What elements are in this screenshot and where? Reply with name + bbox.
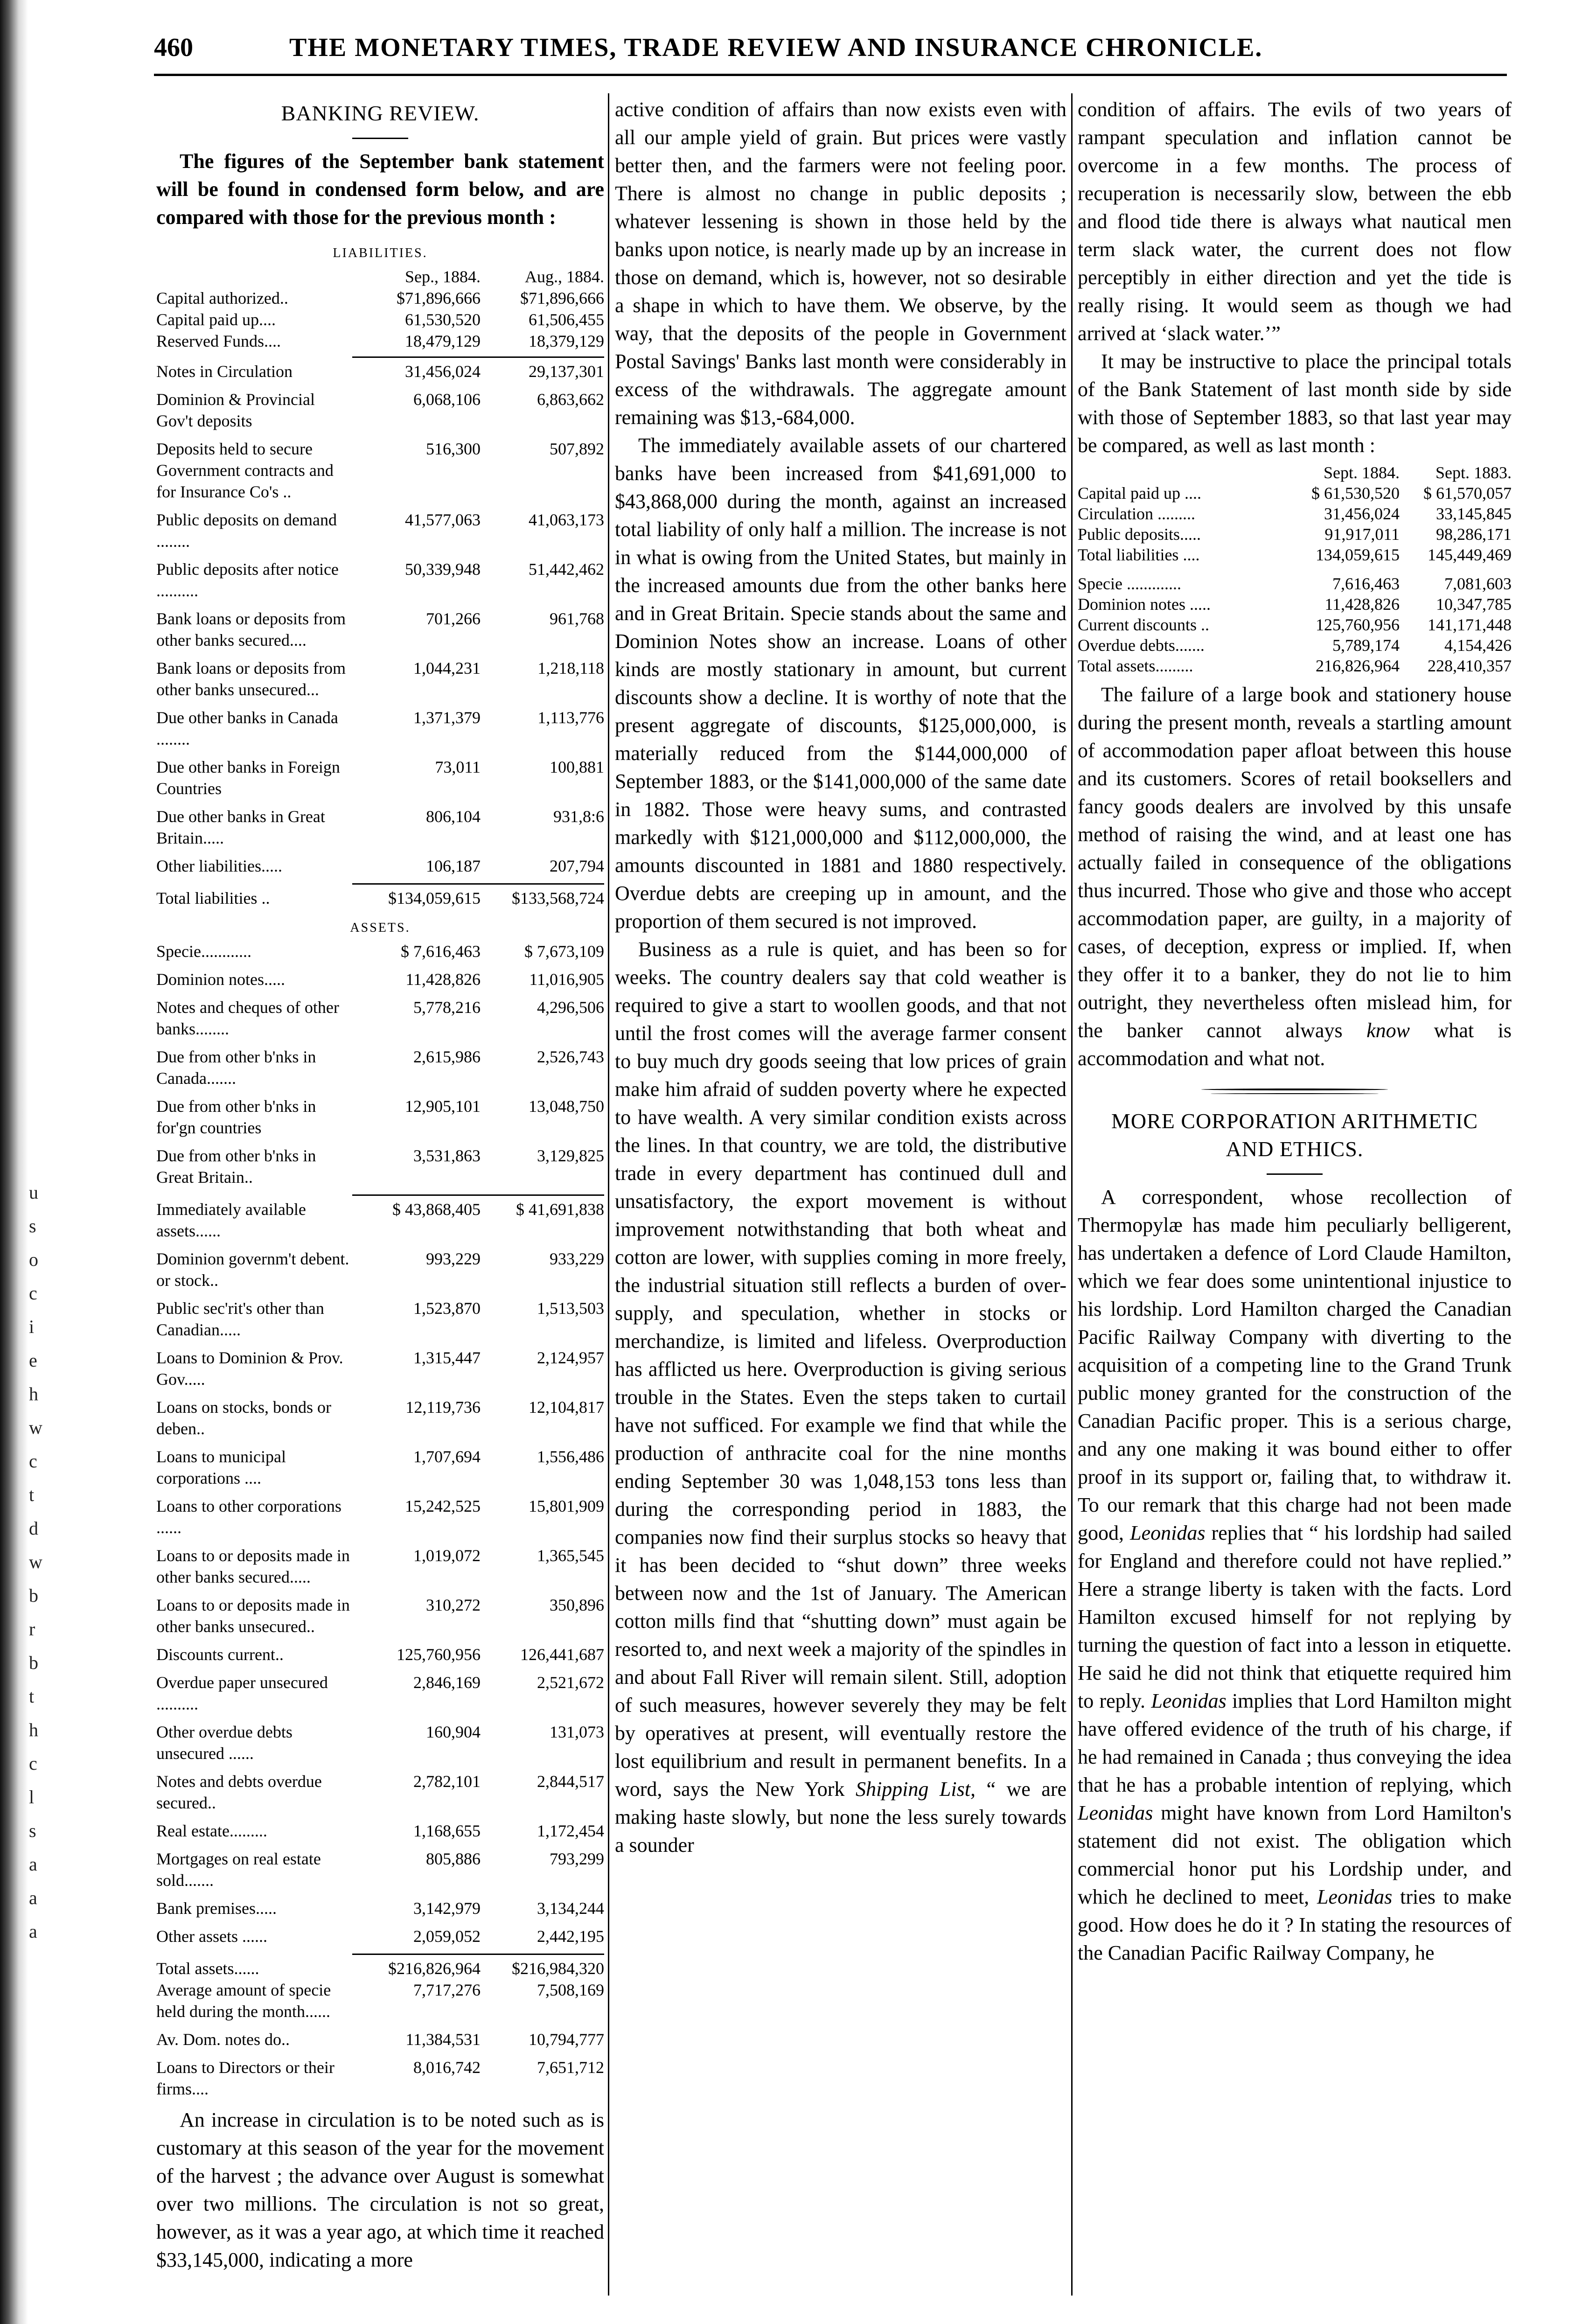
row-value: 2,844,517 (537, 1772, 604, 1791)
table-row (156, 1298, 604, 1340)
table-row (156, 1926, 604, 1947)
table-row (156, 1446, 604, 1489)
row-label: Public deposits..... (1078, 525, 1201, 544)
row-value: 125,760,956 (397, 1645, 481, 1664)
table-row (156, 1644, 604, 1665)
row-value: 134,059,615 (1316, 545, 1400, 564)
row-value: 11,384,531 (405, 2030, 481, 2049)
row-value: 73,011 (435, 758, 481, 776)
row-value: $ 61,570,057 (1423, 484, 1512, 502)
table-row (1078, 503, 1512, 524)
table-row (156, 707, 604, 750)
row-value: 98,286,171 (1436, 525, 1512, 544)
row-label: Notes in Circulation (156, 362, 293, 381)
liabilities-header (156, 266, 604, 287)
table-row (156, 509, 604, 552)
row-value: 516,300 (426, 440, 481, 458)
row-value: 31,456,024 (1324, 504, 1400, 523)
column-3 (1078, 96, 1512, 1967)
margin-fragment: t (29, 1484, 35, 1505)
table-row (156, 2029, 604, 2050)
row-value: 793,299 (550, 1849, 604, 1868)
row-label: Dominion notes..... (156, 970, 285, 989)
corporation-paragraph: A correspondent, whose recollection of Thermopylæ has made him peculiarly belligerent, has undertaken a defence of Lord Claude Hamilton, which we fear does some unintentional injustice to his lordship. Lord Hamilton charged the Canadian Pacific Railway Company with diverting to the acquisition of a competing line to the Grand Trunk public money granted for the construction of the Canadian Pacific proper. This is a serious charge, and any one making it was bound either to offer proof in its support or, failing that, to withdraw it. To our remark that this charge had not been made good, Leonidas replies that “ his lordship had sailed for England and therefore could not have replied.” Here a strange liberty is taken with the facts. Lord Hamilton excused himself for not replying by turning the question of fact into a lesson in etiquette. He said he did not think that etiquette required him to reply. Leonidas implies that Lord Hamilton might have offered evidence of the truth of his charge, if he had remained in Canada ; thus conveying the idea that he has a probable intention of replying, which Leonidas might have known from Lord Hamilton's statement did not exist. The obligation which commercial honor put his Lordship under, and which he declined to meet, Leonidas tries to make good. How does he do it ? In stating the resources of the Canadian Pacific Railway Company, he (1078, 1186, 1512, 1964)
header-rule (154, 74, 1507, 76)
table-row (1078, 594, 1512, 614)
margin-fragment: c (29, 1283, 37, 1304)
row-value: 507,892 (550, 440, 604, 458)
row-value: 1,513,503 (537, 1299, 604, 1318)
table-row (156, 1396, 604, 1439)
row-value: 33,145,845 (1436, 504, 1512, 523)
row-label: Due other banks in Foreign Countries (156, 758, 340, 798)
row-value: 2,846,169 (413, 1673, 481, 1692)
row-value: 931,8:6 (553, 807, 604, 826)
row-label: Due from other b'nks in Great Britain.. (156, 1146, 316, 1186)
table-row (156, 1898, 604, 1919)
table-row (156, 1771, 604, 1814)
row-value: 2,442,195 (537, 1927, 604, 1946)
row-value: 1,315,447 (413, 1348, 481, 1367)
row-label: Other overdue debts unsecured ...... (156, 1723, 293, 1763)
liabilities-caption: LIABILITIES. (333, 246, 428, 260)
row-value: 1,113,776 (537, 708, 604, 727)
row-value: 15,801,909 (529, 1497, 604, 1515)
row-value: 18,379,129 (529, 332, 604, 350)
immediately-available-row: Immediately available assets...... $ 43,868,405 $ 41,691,838 (156, 1200, 604, 1240)
row-label: Loans to municipal corporations .... (156, 1447, 286, 1487)
row-value: 1,044,231 (413, 659, 481, 677)
margin-fragment: c (29, 1753, 37, 1774)
row-label: Overdue paper unsecured .......... (156, 1673, 328, 1713)
row-value: 6,863,662 (537, 390, 604, 409)
row-label: Bank loans or deposits from other banks unsecured... (156, 659, 346, 699)
row-label: Loans to Dominion & Prov. Gov..... (156, 1348, 343, 1389)
col1-closing-paragraph: An increase in circulation is to be noted such as is customary at this season of the year for the movement of the harvest ; the advance over August is somewhat over two millions. The circulation is not so great, however, as it was a year ago, at which time it reached $33,145,000, indicating a more (156, 2108, 604, 2271)
table-row (156, 1672, 604, 1715)
comparison-header (1078, 462, 1512, 483)
row-value: 11,016,905 (529, 970, 604, 989)
title-rule-2 (1267, 1173, 1323, 1175)
row-value: 4,154,426 (1444, 636, 1512, 655)
row-value: 1,365,545 (537, 1546, 604, 1565)
col-header-sept-1884: Sept. 1884. (1323, 463, 1400, 482)
row-value: 11,428,826 (405, 970, 481, 989)
row-label: Bank loans or deposits from other banks secured.... (156, 609, 346, 649)
row-value: 61,506,455 (529, 310, 604, 329)
margin-fragment: h (29, 1719, 38, 1740)
row-label: Dominion governm't debent. or stock.. (156, 1249, 349, 1290)
row-value: 2,059,052 (413, 1927, 481, 1946)
column-rule-1 (608, 93, 609, 2296)
table-row (156, 806, 604, 849)
row-label: Overdue debts....... (1078, 636, 1205, 655)
row-label: Dominion notes ..... (1078, 595, 1211, 614)
margin-fragment: a (29, 1854, 37, 1875)
row-value: 41,063,173 (529, 510, 604, 529)
row-value: 51,442,462 (529, 560, 604, 579)
row-value: 961,768 (550, 609, 604, 628)
table-row (156, 309, 604, 330)
row-value: 1,707,694 (413, 1447, 481, 1466)
row-value: 7,651,712 (537, 2058, 604, 2077)
row-value: 228,410,357 (1428, 656, 1512, 675)
margin-fragment: c (29, 1451, 37, 1472)
col2-paragraph-1: active condition of affairs than now exists even with all our ample yield of grain. But prices were vastly better then, and the farmers were not feeling poor. There is almost no change in public deposits ; whatever lessening is shown in those held by the banks upon notice, is nearly made up by an increase in those on demand, which is, however, not so desirable a shape in which to have them. We observe, by the way, that the deposits of the people in Government Postal Savings' Banks last month were considerably in excess of the withdrawals. The aggregate amount remaining was $13,-684,000. (615, 98, 1066, 429)
row-value: 12,905,101 (405, 1097, 481, 1116)
row-label: Deposits held to secure Government contracts and for Insurance Co's .. (156, 440, 334, 501)
row-value: 2,526,743 (537, 1047, 604, 1066)
row-value: 131,073 (550, 1723, 604, 1741)
row-value: 806,104 (426, 807, 481, 826)
margin-fragment: o (29, 1249, 38, 1270)
margin-fragment: s (29, 1215, 36, 1236)
row-value: 2,782,101 (413, 1772, 481, 1791)
margin-fragment: e (29, 1350, 37, 1371)
row-value: 1,523,870 (413, 1299, 481, 1318)
column-rule-2 (1071, 93, 1073, 2296)
table-row (156, 1594, 604, 1637)
row-value: 7,717,276 (413, 1981, 481, 1999)
row-value: 207,794 (550, 857, 604, 875)
table-row (156, 1347, 604, 1390)
row-value: 13,048,750 (529, 1097, 604, 1116)
row-value: 3,129,825 (537, 1146, 604, 1165)
row-value: 5,789,174 (1332, 636, 1400, 655)
table-row (156, 330, 604, 352)
row-value: 6,068,106 (413, 390, 481, 409)
row-label: Circulation ......... (1078, 504, 1195, 523)
row-label: Notes and cheques of other banks........ (156, 998, 339, 1038)
row-value: 160,904 (426, 1723, 481, 1741)
table-row (156, 969, 604, 990)
row-label: Capital authorized.. (156, 289, 288, 307)
row-value: 8,016,742 (413, 2058, 481, 2077)
table-row (156, 2057, 604, 2100)
table-row (1078, 614, 1512, 635)
row-value: 2,124,957 (537, 1348, 604, 1367)
adjacent-page-fragments (29, 1176, 113, 2314)
column-2 (615, 96, 1066, 1859)
shipping-list-italic: Shipping List, (855, 1778, 976, 1801)
row-value: 310,272 (426, 1596, 481, 1614)
row-label: Mortgages on real estate sold....... (156, 1849, 321, 1890)
table-row (1078, 573, 1512, 594)
row-label: Specie ............. (1078, 574, 1181, 593)
table-row (156, 287, 604, 309)
row-label: Due other banks in Great Britain..... (156, 807, 325, 847)
table-row (156, 855, 604, 877)
row-value: 1,371,379 (413, 708, 481, 727)
margin-fragment: i (29, 1316, 35, 1337)
row-label: Due from other b'nks in for'gn countries (156, 1097, 316, 1137)
table-row (156, 1046, 604, 1089)
row-label: Loans to Directors or their firms.... (156, 2058, 335, 2098)
table-row (156, 657, 604, 700)
row-label: Notes and debts overdue secured.. (156, 1772, 322, 1812)
table-row (156, 941, 604, 962)
margin-fragment: s (29, 1820, 36, 1841)
row-value: 2,615,986 (413, 1047, 481, 1066)
row-value: 1,168,655 (413, 1822, 481, 1840)
table-row (156, 558, 604, 601)
row-label: Due other banks in Canada ........ (156, 708, 338, 748)
row-value: $71,896,666 (397, 289, 481, 307)
row-value: 701,266 (426, 609, 481, 628)
row-label: Total liabilities .... (1078, 545, 1200, 564)
total-liabilities-row: Total liabilities .. $134,059,615 $133,568,724 (156, 889, 604, 907)
row-value: 91,917,011 (1324, 525, 1400, 544)
table-row (156, 756, 604, 799)
title-rule (352, 138, 408, 139)
col-header-sep-1884: Sep., 1884. (405, 267, 481, 286)
table-row (156, 1721, 604, 1764)
row-value: 141,171,448 (1428, 615, 1512, 634)
page-header (154, 33, 1507, 70)
row-label: Other assets ...... (156, 1927, 267, 1946)
table-row (156, 1145, 604, 1188)
row-label: Due from other b'nks in Canada....... (156, 1047, 316, 1088)
table-row (1078, 544, 1512, 565)
row-value: 18,479,129 (405, 332, 481, 350)
margin-fragment: a (29, 1921, 37, 1942)
table-row (156, 1820, 604, 1842)
table-row (1078, 483, 1512, 503)
row-label: Average amount of specie held during the month...... (156, 1981, 331, 2021)
table-row (1078, 635, 1512, 656)
row-value: 31,456,024 (405, 362, 481, 381)
row-value: $ 7,616,463 (401, 942, 481, 961)
row-value: $71,896,666 (520, 289, 604, 307)
row-label: Loans to other corporations ...... (156, 1497, 341, 1537)
row-label: Current discounts .. (1078, 615, 1209, 634)
page-binding-edge (0, 0, 28, 2324)
row-label: Reserved Funds.... (156, 332, 281, 350)
row-label: Public deposits after notice .......... (156, 560, 339, 600)
row-value: $ 7,673,109 (524, 942, 604, 961)
row-value: 7,508,169 (537, 1981, 604, 1999)
table-row (156, 361, 604, 382)
row-value: 29,137,301 (529, 362, 604, 381)
row-value: 5,778,216 (413, 998, 481, 1017)
row-value: 350,896 (550, 1596, 604, 1614)
corporation-title-line-2: AND ETHICS. (1226, 1137, 1364, 1161)
journal-title: THE MONETARY TIMES, TRADE REVIEW AND INSURANCE CHRONICLE. (289, 33, 1263, 62)
row-value: 805,886 (426, 1849, 481, 1868)
row-label: Capital paid up .... (1078, 484, 1201, 502)
table-row (156, 1979, 604, 2022)
comparison-table (1078, 462, 1512, 676)
table-row (1078, 656, 1512, 676)
margin-fragment: d (29, 1518, 38, 1539)
total-assets-row: Total assets...... $216,826,964 $216,984,320 (156, 1959, 604, 1978)
section-ornament-rule (1201, 1089, 1388, 1094)
liabilities-table (156, 243, 604, 2100)
row-value: 11,428,826 (1324, 595, 1400, 614)
row-value: 126,441,687 (520, 1645, 604, 1664)
table-row (156, 1545, 604, 1588)
row-value: 3,134,244 (537, 1899, 604, 1918)
col3-paragraph-2: It may be instructive to place the principal totals of the Bank Statement of last month side by side with those of September 1883, so that last year may be compared, as well as last month : (1078, 350, 1512, 457)
row-label: Other liabilities..... (156, 857, 282, 875)
row-label: Capital paid up.... (156, 310, 276, 329)
margin-fragment: b (29, 1585, 38, 1606)
row-value: 2,521,672 (537, 1673, 604, 1692)
row-label: Public sec'rit's other than Canadian..... (156, 1299, 324, 1339)
row-value: 15,242,525 (405, 1497, 481, 1515)
col2-paragraph-3: Business as a rule is quiet, and has been so for weeks. The country dealers say that cold weather is required to give a start to woollen goods, and that not until the frost comes will the average farmer consent to buy much dry goods seeing that low prices of grain make him afraid of sudden poverty where he expected to have wealth. A very similar condition exists across the lines. In that country, we are told, the distributive trade in every department has continued dull and unsatisfactory, the export movement is without improvement notwithstanding that both wheat and cotton are lower, with supplies coming in more freely, the industrial situation still reflects a burden of over-supply, and speculation, whether in stocks or merchandize, is limited and lifeless. Overproduction has afflicted us here. Overproduction is giving serious trouble in the States. Even the steps taken to curtail have not sufficed. For example we find that while the production of anthracite coal for the nine months ending September 30 was 1,048,153 tons less than during the corresponding period in 1883, the companies now find their surplus stocks so heavy that it has been decided to “shut down” three weeks between now and the 1st of January. The American cotton mills find that “shutting down” must again be resorted to, and next week a majority of the spindles in and about Fall River will remain silent. Still, adoption of such measures, however severely they may be felt by operatives at present, will eventually restore the lost equilibrium and result in permanent benefits. In a word, says the New York Shipping List, “ we are making haste slowly, but none the less surely towards a sounder (615, 938, 1067, 1856)
margin-fragment: u (29, 1182, 38, 1203)
row-value: 50,339,948 (405, 560, 481, 579)
assets-caption: ASSETS. (350, 921, 411, 935)
row-value: 12,119,736 (405, 1398, 481, 1417)
know-italic: know (1366, 1019, 1410, 1042)
row-label: Bank premises..... (156, 1899, 277, 1918)
row-label: Loans to or deposits made in other banks unsecured.. (156, 1596, 350, 1636)
row-label: Dominion & Provincial Gov't deposits (156, 390, 315, 430)
row-value: $ 61,530,520 (1311, 484, 1400, 502)
row-value: 1,172,454 (537, 1822, 604, 1840)
row-label: Discounts current.. (156, 1645, 284, 1664)
row-label: Loans to or deposits made in other banks secured..... (156, 1546, 350, 1586)
table-row (156, 1495, 604, 1538)
margin-fragment: w (29, 1551, 42, 1572)
table-row (156, 1096, 604, 1138)
table-row (1078, 524, 1512, 544)
row-value: 1,218,118 (537, 659, 604, 677)
page-number: 460 (154, 33, 193, 62)
row-value: 4,296,506 (537, 998, 604, 1017)
col3-paragraph-3: The failure of a large book and stationery house during the present month, reveals a startling amount of accommodation paper afloat between this house and its customers. Scores of retail booksellers and fancy goods dealers are involved by this unsafe method of raising the wind, and at least one has actually failed in consequence of the obligations thus incurred. Those who give and those who accept accommodation paper, are guilty, in a majority of cases, of deception, express or implied. If, when they offer it to a banker, they do not lie to him outright, they nevertheless often mislead him, for the banker cannot always know what is accommodation and what not. (1078, 683, 1512, 1070)
row-value: 3,531,863 (413, 1146, 481, 1165)
row-value: 41,577,063 (405, 510, 481, 529)
row-value: 993,229 (426, 1249, 481, 1268)
margin-fragment: w (29, 1417, 42, 1438)
margin-fragment: b (29, 1652, 38, 1673)
margin-fragment: l (29, 1787, 35, 1808)
margin-fragment: r (29, 1619, 35, 1640)
margin-fragment: a (29, 1887, 37, 1908)
margin-fragment: h (29, 1383, 38, 1404)
row-label: Specie............ (156, 942, 251, 961)
table-row (156, 1248, 604, 1291)
banking-review-intro: The figures of the September bank statement will be found in condensed form below, and are compared with those for the previous month : (156, 150, 604, 229)
row-label: Public deposits on demand ........ (156, 510, 337, 551)
table-row (156, 389, 604, 432)
col-header-sept-1883: Sept. 1883. (1435, 463, 1512, 482)
banking-review-title: BANKING REVIEW. (281, 101, 480, 125)
table-row (156, 608, 604, 651)
row-value: 933,229 (550, 1249, 604, 1268)
margin-fragment: t (29, 1686, 35, 1707)
row-label: Loans on stocks, bonds or deben.. (156, 1398, 331, 1438)
row-label: Total assets......... (1078, 656, 1193, 675)
row-value: 145,449,469 (1428, 545, 1512, 564)
col-header-aug-1884: Aug., 1884. (525, 267, 604, 286)
corporation-title-line-1: MORE CORPORATION ARITHMETIC (1111, 1109, 1478, 1133)
row-value: 125,760,956 (1316, 615, 1400, 634)
column-1 (156, 96, 604, 2274)
table-row (156, 997, 604, 1040)
row-value: 1,556,486 (537, 1447, 604, 1466)
table-row (156, 1848, 604, 1891)
row-value: 12,104,817 (529, 1398, 604, 1417)
table-row (156, 438, 604, 502)
row-value: 7,616,463 (1332, 574, 1400, 593)
row-value: 7,081,603 (1444, 574, 1512, 593)
col3-paragraph-1: condition of affairs. The evils of two years of rampant speculation and inflation cannot be overcome in a few months. The process of recuperation is necessarily slow, between the ebb and flood tide there is always what nautical men term slack water, the current does not flow perceptibly in either direction and yet the tide is really rising. It would seem as though we had arrived at ‘slack water.’” (1078, 98, 1512, 345)
row-value: 106,187 (426, 857, 481, 875)
row-value: 100,881 (550, 758, 604, 776)
row-label: Av. Dom. notes do.. (156, 2030, 290, 2049)
row-value: 216,826,964 (1316, 656, 1400, 675)
row-value: 61,530,520 (405, 310, 481, 329)
row-value: 3,142,979 (413, 1899, 481, 1918)
row-value: 10,794,777 (529, 2030, 604, 2049)
row-value: 1,019,072 (413, 1546, 481, 1565)
col2-paragraph-2: The immediately available assets of our chartered banks have been increased from $41,691,000 to $43,868,000 during the month, against an increased total liability of only half a million. The increase is not in what is owing from the United States, but mainly in the increased amounts due from the other banks here and in Great Britain. Specie stands about the same and Dominion Notes show an increase. Loans of other kinds are mostly stationary in amount, but current discounts show a decline. It is worthy of note that the present aggregate of discounts, $125,000,000, is materially reduced from the $144,000,000 of September 1883, or the $141,000,000 of the same date in 1882. Those were heavy sums, and contrasted markedly with $121,000,000 and $112,000,000, the amounts discounted in 1881 and 1880 respectively. Overdue debts are creeping up in amount, and the proportion of them secured is not improved. (615, 434, 1066, 933)
row-label: Real estate......... (156, 1822, 267, 1840)
row-value: 10,347,785 (1436, 595, 1512, 614)
